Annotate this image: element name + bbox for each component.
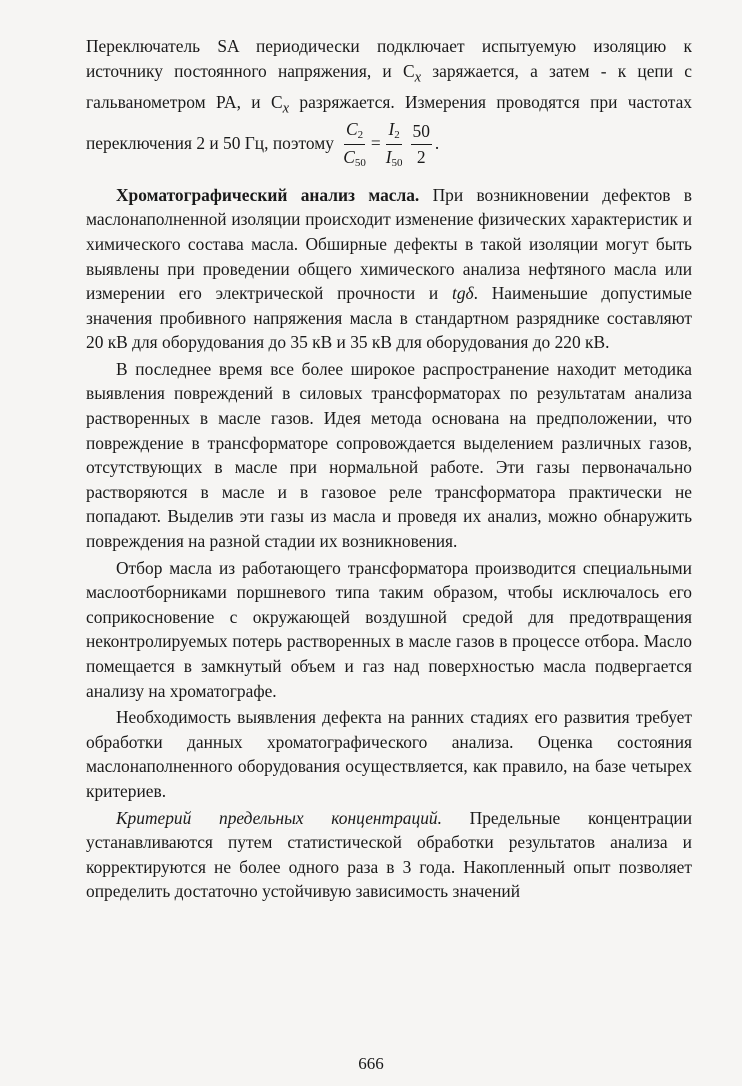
paragraph-chromatography	[86, 183, 692, 355]
paragraph-early-detection: Необходимость выявления дефекта на ранних стадиях его развития требует обработки данных хроматографического анализа. Оценка состояния маслонаполненного оборудования осуществляется, как правило, на базе четырех критериев.	[86, 707, 692, 801]
paragraph-text: При возникновении дефектов в маслонаполненной изоляции происходит изменение физических характеристик и химического состава масла. Обширные дефекты в такой изоляции могут быть выявлены при проведении общего химического анализа нефтяного масла или измерении его электрической прочности и	[86, 184, 692, 304]
subscript: x	[282, 100, 290, 117]
paragraph-text: . Наименьшие допустимые значения пробивного напряжения масла в стандартном разряднике составляют 20 кВ для оборудования до 35 кВ и 35 кВ для оборудования до 220 кВ.	[86, 283, 692, 353]
section-heading: Хроматографический анализ масла.	[116, 184, 420, 205]
paragraph-limit-criterion	[86, 806, 692, 904]
paragraph-text: Переключатель SA периодически подключает испытуемую изоляцию к источнику постоянного напряжения, и C	[86, 36, 692, 81]
tg-delta-symbol: tgδ	[451, 283, 474, 304]
formula-number: 50	[411, 123, 432, 144]
formula-symbol: I	[388, 118, 395, 139]
formula-subscript: 2	[357, 128, 364, 141]
formula-fraction-i	[384, 118, 405, 169]
paragraph-oil-sampling: Отбор масла из работающего трансформатора производится специальными маслоотборниками поршневого типа таким образом, чтобы исключалось его соприкосновение с окружающей воздушной средой для предотвращения неконтролируемых потерь растворенных в масле газов в процессе отбора. Масло помещается в замкнутый объем и газ над поверхностью масла подвергается анализу на хроматографе.	[86, 557, 692, 701]
paragraph-gas-method: В последнее время все более широкое распространение находит методика выявления повреждений в силовых трансформаторах по результатам анализа растворенных в масле газов. Идея метода основана на предположении, что повреждение в трансформаторе сопровождается выделением различных газов, отсутствующих в масле при нормальной работе. Эти газы первоначально растворяются в масле и в газовое реле трансформатора практически не попадают. Выделив эти газы из масла и проведя их анализ, можно обнаружить повреждения на разной стадии их возникновения.	[86, 358, 692, 552]
formula-equals: =	[370, 132, 381, 153]
paragraph-text: заряжается, а затем - к цепи с гальванометром PA, и C	[86, 60, 692, 112]
paragraph-text: Предельные концентрации устанавливаются путем статистической обработки результатов анализа и корректируются не более одного раза в 3 года. Накопленный опыт позволяет определить достаточно устойчивую зависимость значений	[86, 807, 692, 902]
page-number: 666	[358, 1054, 384, 1073]
formula-number: 2	[416, 146, 426, 167]
subscript: x	[414, 69, 422, 86]
formula-fraction-freq	[411, 123, 432, 166]
formula-subscript: 2	[394, 128, 400, 141]
criterion-title: Критерий предельных концентраций.	[116, 807, 442, 828]
formula-symbol: C	[343, 146, 355, 167]
formula-end: .	[434, 132, 440, 153]
paragraph-text: разряжается. Измерения проводятся при частотах переключения 2 и 50 Гц, поэтому	[86, 91, 692, 153]
formula-symbol: C	[346, 118, 358, 139]
body-text	[86, 34, 692, 904]
formula-fraction-c	[341, 118, 368, 169]
paragraph-switch-description	[86, 34, 692, 169]
formula-symbol: I	[385, 146, 392, 167]
formula-subscript: 50	[391, 156, 403, 169]
formula-subscript: 50	[354, 156, 366, 169]
